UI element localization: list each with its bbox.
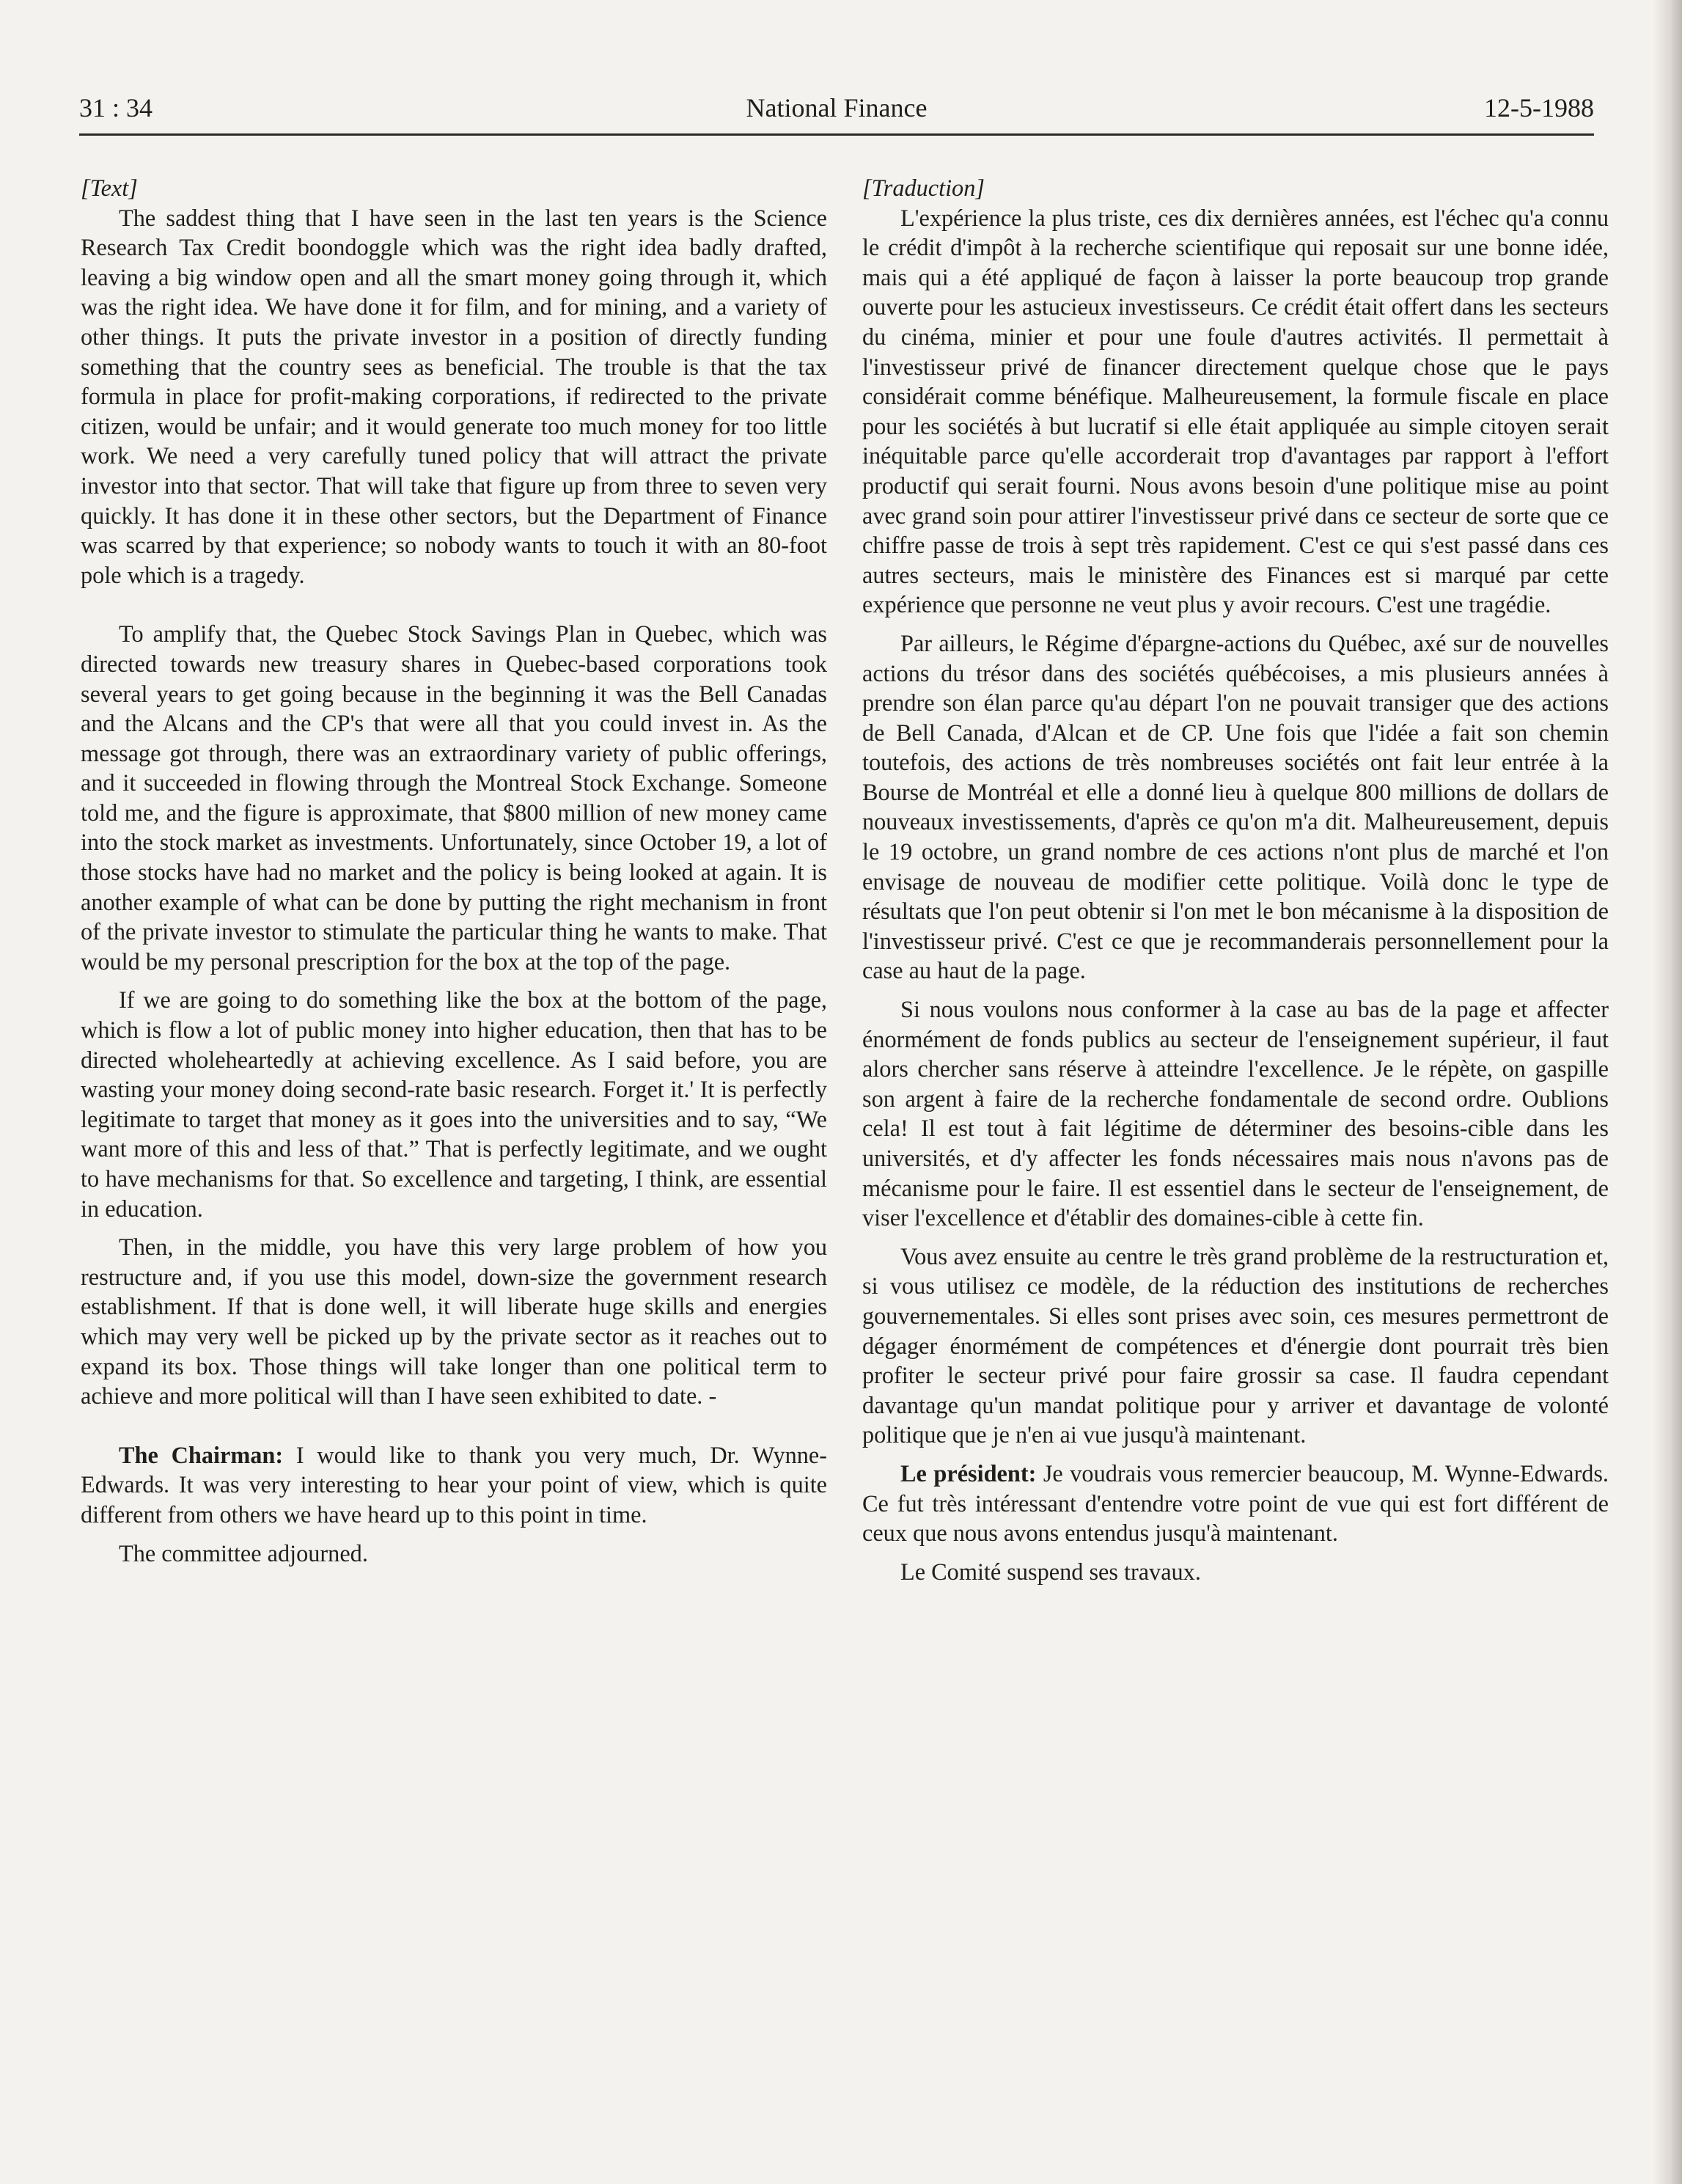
speaker-text: Je voudrais vous remercier beaucoup, M. Wynne-Edwards. Ce fut très intéressant d'entendre votre point de vue qui est fort différent de ceux que nous avons entendus jusqu'à maintenant. [862,1459,1609,1547]
speaker-name: Le président: [900,1459,1037,1487]
english-column [81,173,827,1568]
speaker-name: The Chairman: [119,1441,284,1468]
chairman-remark [81,1440,827,1530]
paragraph: The saddest thing that I have seen in the last ten years is the Science Research Tax Credit boondoggle which was the right idea badly drafted, leaving a big window open and all the smart money going through it, which was the right idea. We have done it for film, and for mining, and a variety of other things. It puts the private investor in a position of directly funding something that the country sees as beneficial. The trouble is that the tax formula in place for profit-making corporations, if redirected to the private citizen, would be unfair; and it would generate too much money for too little work. We need a very carefully tuned policy that will attract the private investor into that sector. That will take that figure up from three to seven very quickly. It has done it in these other sectors, but the Department of Finance was scarred by that experience; so nobody wants to touch it with an 80-foot pole which is a tragedy. [81,204,827,588]
paragraph: Then, in the middle, you have this very large problem of how you restructure and, if you use this model, down-size the government research establishment. If that is done well, it will liberate huge skills and energies which may very well be picked up by the private sector as it reaches out to expand its box. Those things will take longer than one political term to achieve and more political will than I have seen exhibited to date. - [81,1234,827,1410]
page-number: 31 : 34 [79,93,153,122]
paragraph: L'expérience la plus triste, ces dix dernières années, est l'échec qu'a connu le crédit d'impôt à la recherche scientifique qui reposait sur une bonne idée, mais qui a été appliqué de façon à laisser la porte beaucoup trop grande ouverte pour les astucieux investisseurs. Ce crédit était offert dans les secteurs du cinéma, minier et pour une foule d'autres activités. Il permettait à l'investisseur privé de financer directement quelque chose que le pays considérait comme bénéfique. Malheureusement, la formule fiscale en place pour les sociétés à but lucratif si elle était appliquée au simple citoyen serait inéquitable parce qu'elle accorderait trop d'avantages par rapport à l'effort productif qui serait fourni. Nous avons besoin d'une politique mise au point avec grand soin pour attirer l'investisseur privé dans ce secteur de sorte que ce chiffre passe de trois à sept très rapidement. C'est ce qui s'est passé dans ces autres secteurs, mais le ministère des Finances est si marqué par cette expérience que personne ne veut plus y avoir recours. C'est une tragédie. [862,204,1609,618]
section-label-text: [Text] [81,175,138,201]
speaker-text: I would like to thank you very much, Dr. Wynne-Edwards. It was very interesting to hear your point of view, which is quite different from others we have heard up to this point in time. [81,1441,827,1528]
adjournment-note: Le Comité suspend ses travaux. [900,1558,1201,1585]
section-label-traduction: [Traduction] [862,175,985,201]
paragraph: To amplify that, the Quebec Stock Savings Plan in Quebec, which was directed towards new treasury shares in Quebec-based corporations took several years to get going because in the beginning it was the Bell Canadas and the Alcans and the CP's that were all that you could invest in. As the message got through, there was an extraordinary variety of public offerings, and it succeeded in flowing through the Montreal Stock Exchange. Someone told me, and the figure is approximate, that $800 million of new money came into the stock market as investments. Unfortunately, since October 19, a lot of those stocks have had no market and the policy is being looked at again. It is another example of what can be done by putting the right mechanism in front of the private investor to stimulate the particular thing he wants to make. That would be my personal prescription for the box at the top of the page. [81,620,827,975]
paragraph: If we are going to do something like the box at the bottom of the page, which is flow a lot of public money into higher education, then that has to be directed wholeheartedly at achieving excellence. As I said before, you are wasting your money doing second-rate basic research. Forget it.' It is perfectly legitimate to target that money as it goes into the universities and to say, “We want more of this and less of that.” That is perfectly legitimate, and we ought to have mechanisms for that. So excellence and targeting, I think, are essential in education. [81,986,827,1222]
page-header [79,89,1594,136]
president-remark [862,1459,1609,1548]
publication-date: 12-5-1988 [1484,93,1594,122]
page-edge-shadow [1653,0,1682,2184]
paragraph: Par ailleurs, le Régime d'épargne-actions du Québec, axé sur de nouvelles actions du trésor dans des sociétés québécoises, a mis plusieurs années à prendre son élan parce qu'au départ l'on ne pouvait transiger que des actions de Bell Canada, d'Alcan et de CP. Une fois que l'idée a fait son chemin toutefois, des actions de très nombreuses sociétés ont fait leur entrée à la Bourse de Montréal et elle a donné lieu à quelque 800 millions de dollars de nouveaux investissements, d'après ce qu'on m'a dit. Malheureusement, depuis le 19 octobre, un grand nombre de ces actions n'ont plus de marché et l'on envisage de nouveau de modifier cette politique. Voilà donc le type de résultats que l'on peut obtenir si l'on met le bon mécanisme à la disposition de l'investisseur privé. C'est ce que je recommanderais personnellement pour la case au haut de la page. [862,629,1609,984]
paragraph: Vous avez ensuite au centre le très grand problème de la restructuration et, si vous utilisez ce modèle, de la réduction des institutions de recherches gouvernementales. Si elles sont prises avec soin, ces mesures permettront de dégager énormément de compétences et d'énergie dont pourrait très bien profiter le secteur privé pour faire grossir sa case. Il faudra cependant davantage qu'un mandat politique pour y arriver et davantage de volonté politique que je n'en ai vue jusqu'à maintenant. [862,1242,1609,1448]
adjournment-note: The committee adjourned. [119,1539,368,1566]
paragraph: Si nous voulons nous conformer à la case au bas de la page et affecter énormément de fonds publics au secteur de l'enseignement supérieur, il faut alors chercher sans réserve à atteindre l'excellence. Je le répète, on gaspille son argent à faire de la recherche fondamentale de second ordre. Oublions cela! Il est tout à fait légitime de déterminer des besoins-cible dans les universités, et d'y affecter les fonds nécessaires mais nous n'avons pas de mécanisme pour le faire. Il est essentiel dans le secteur de l'enseignement, de viser l'excellence et d'établir des domaines-cible à cette fin. [862,996,1609,1231]
french-column [862,173,1609,1586]
publication-title: National Finance [746,93,928,122]
